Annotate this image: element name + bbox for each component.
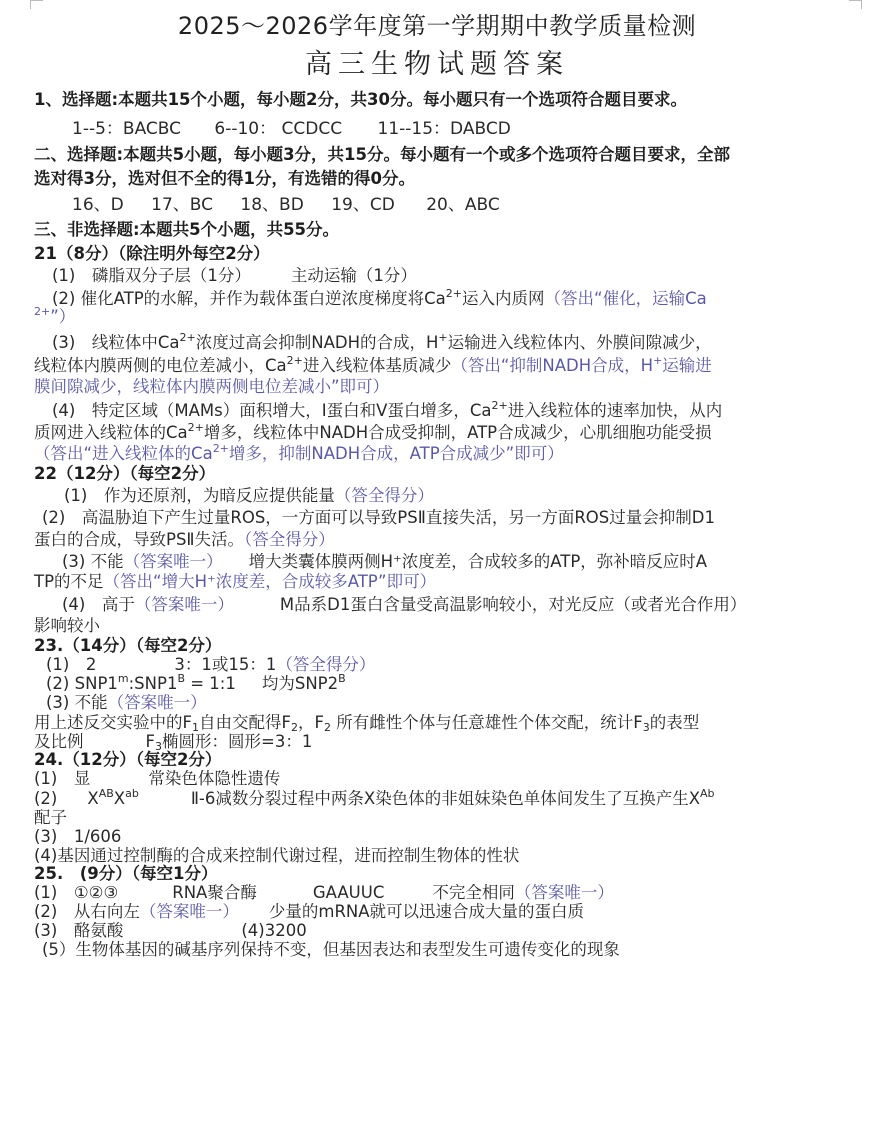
q25-answer: (3) 酪氨酸: [34, 921, 124, 940]
superscript: m: [117, 672, 129, 685]
q25-answer: (2) 从右向左: [34, 902, 140, 921]
q25-heading: 25. (9分）（每空1分）: [34, 864, 218, 883]
q25-answer: 少量的mRNA就可以迅速合成大量的蛋白质: [268, 902, 585, 921]
q24-answer: (1) 显: [34, 769, 91, 788]
grading-note: （答案唯一）: [139, 902, 239, 921]
q24-part4: (4)基因通过控制酶的合成来控制代谢过程，进而控制生物体的性状: [34, 846, 520, 865]
grading-note: 增多，抑制NADH合成，ATP合成减少”即可）: [228, 444, 564, 463]
superscript: 2+: [491, 399, 508, 412]
q24-heading: 24.（12分）（每空2分）: [34, 750, 222, 769]
q23-answer: 椭圆形：圆形=3：1: [162, 732, 313, 751]
q22-part3: [62, 552, 860, 572]
grading-note: （答出“催化，运输Ca: [544, 289, 707, 308]
q22-part2: (2) 高温胁迫下产生过量ROS，一方面可以导致PSⅡ直接失活，另一方面ROS过量会抑制D1: [42, 508, 715, 527]
q21-answer: (1) 磷脂双分子层（1分）: [52, 266, 251, 285]
section2-heading-line1: 二、选择题:本题共5小题，每小题3分，共15分。每小题有一个或多个选项符合题目要求，全部: [34, 145, 731, 164]
q21-answer: 主动运输（1分）: [290, 266, 417, 285]
q25-answer: 不完全相同: [432, 883, 515, 902]
q22-answer: (1) 作为还原剂，为暗反应提供能量: [64, 486, 335, 505]
q21-answer: 线粒体内膜两侧的电位差减小，Ca: [34, 356, 287, 375]
q22-part3-cont: [34, 572, 860, 592]
q24-answer: Ⅱ-6减数分裂过程中两条X染色体的非姐妹染色单体间发生了互换产生X: [190, 789, 700, 808]
q23-answer: 的表型: [649, 713, 700, 732]
q25-answer: (4)3200: [241, 921, 307, 940]
grading-note: （答全得分）: [334, 486, 434, 505]
q21-part4-note: [34, 444, 860, 464]
superscript: B: [177, 672, 185, 685]
q21-answer: 运输进入线粒体内、外膜间隙减少，: [447, 333, 712, 352]
q25-answer: GAAUUC: [312, 883, 385, 902]
superscript: 2+: [187, 421, 204, 434]
q25-part1: [34, 883, 860, 903]
q22-answer: 增大类囊体膜两侧H⁺浓度差，合成较多的ATP，弥补暗反应时A: [248, 552, 708, 571]
grading-note: 膜间隙减少，线粒体内膜两侧电位差减小”即可）: [34, 377, 390, 396]
q23-answer: 3：1或15：1: [174, 655, 277, 674]
q21-answer: 运入内质网: [462, 289, 545, 308]
superscript: B: [338, 672, 346, 685]
subscript: 1: [192, 721, 199, 734]
answer-16: 16、D: [72, 195, 124, 215]
subscript: 3: [642, 721, 650, 734]
q25-part5: (5）生物体基因的碱基序列保持不变，但基因表达和表型发生可遗传变化的现象: [42, 940, 620, 959]
answer-19: 19、CD: [331, 195, 395, 215]
q24-answer: X: [113, 789, 126, 808]
q21-part4: [52, 401, 860, 421]
q25-answer: (1) ①②③: [34, 883, 119, 902]
section1-answers: [72, 119, 860, 139]
q24-part1: [34, 769, 860, 789]
page-subtitle: 高三生物试题答案: [305, 49, 569, 80]
page-title: 2025～2026学年度第一学期期中教学质量检测: [177, 12, 697, 40]
q23-answer: 均为SNP2: [261, 674, 339, 693]
q21-part1: [52, 266, 860, 286]
q25-answer: RNA聚合酶: [172, 883, 257, 902]
q22-answer: TP的不足: [34, 572, 104, 591]
q21-part3-cont: [34, 356, 860, 376]
q23-label: (2): [46, 674, 70, 693]
q23-part3-detail: [34, 713, 860, 733]
section2-heading-line2: 选对得3分，选对但不全的得1分，有选错的得0分。: [34, 169, 415, 188]
grading-note: （答案唯一）: [107, 693, 207, 712]
q23-part3-ratio: [34, 732, 860, 752]
answer-18: 18、BD: [240, 195, 304, 215]
superscript: AB: [98, 787, 114, 800]
q21-answer: 浓度过高会抑制NADH的合成，H: [195, 333, 439, 352]
section1-heading: 1、选择题:本题共15个小题，每小题2分，共30分。每小题只有一个选项符合题目要求。: [34, 90, 687, 109]
answer-6-10: 6--10： CCDCC: [214, 119, 343, 139]
q21-part4-cont: [34, 423, 860, 443]
answer-20: 20、ABC: [426, 195, 500, 215]
answer-17: 17、BC: [151, 195, 214, 215]
q23-answer: 及比例: [34, 732, 84, 751]
q24-answer: X: [87, 789, 99, 808]
superscript: 2+: [286, 354, 303, 367]
q23-part3: [46, 693, 860, 713]
q24-part2-cont: 配子: [34, 808, 67, 827]
q23-part2: (2) $SNP1^m:SNP1^B$ = 1:1 均为$SNP2^B$: [46, 672, 346, 693]
superscript: ab: [125, 787, 139, 800]
section2-answers: [72, 195, 860, 215]
q24-part2: [34, 789, 860, 809]
subscript: 2: [291, 721, 298, 734]
superscript: 2+: [34, 305, 51, 318]
q21-answer: (2) 催化ATP的水解，并作为载体蛋白逆浓度梯度将Ca: [52, 289, 446, 308]
grading-note: （答全得分）: [276, 655, 376, 674]
q23-answer: SNP1: [134, 674, 178, 693]
q21-answer: (3) 线粒体中Ca: [52, 333, 180, 352]
q25-part3: [34, 921, 860, 941]
q22-part2-cont: [34, 530, 860, 550]
subscript: 3: [155, 740, 162, 753]
grading-note-cont: [34, 307, 860, 327]
q23-answer: 所有雌性个体与任意雄性个体交配，统计F: [331, 713, 643, 732]
q24-answer: 常染色体隐性遗传: [148, 769, 281, 788]
q23-part1: [46, 655, 860, 675]
answer-11-15: 11--15：DABCD: [377, 119, 511, 139]
q23-heading: 23.（14分）（每空2分）: [34, 636, 222, 655]
q23-answer: (1) 2: [46, 655, 97, 674]
q23-answer: 用上述反交实验中的F: [34, 713, 192, 732]
q21-answer: 进入线粒体的速率加快，从内: [507, 401, 723, 420]
q24-part3: (3) 1/606: [34, 827, 122, 846]
section3-heading: 三、非选择题:本题共5个小题，共55分。: [34, 220, 340, 239]
grading-note: （答案唯一）: [123, 552, 223, 571]
q21-heading: 21（8分）（除注明外每空2分）: [34, 244, 270, 263]
q22-part4: [62, 595, 860, 615]
q21-answer: 质网进入线粒体的Ca: [34, 423, 188, 442]
answer-1-5: 1--5：BACBC: [72, 119, 181, 139]
superscript: +: [438, 331, 448, 344]
q24-label: (2): [34, 789, 58, 808]
q22-part4-cont: 影响较小: [34, 616, 100, 635]
q21-part2: [52, 289, 860, 309]
q22-answer: M品系D1蛋白含量受高温影响较小，对光反应（或者光合作用）: [279, 595, 747, 614]
superscript: 2+: [445, 287, 463, 300]
q21-part3: [52, 333, 860, 353]
grading-note: （答全得分）: [244, 530, 335, 549]
grading-note: ”）: [50, 307, 76, 326]
q21-answer: 增多，线粒体中NADH合成受抑制，ATP合成减少，心肌细胞功能受损: [203, 423, 712, 442]
q22-answer: (3) 不能: [62, 552, 124, 571]
q23-answer: SNP1: [74, 674, 118, 693]
grading-note: （答出“进入线粒体的Ca: [34, 444, 213, 463]
subscript: 2: [324, 721, 331, 734]
q23-answer: F: [145, 732, 155, 751]
q21-answer: 进入线粒体基质减少: [302, 356, 452, 375]
q21-answer: (4) 特定区域（MAMs）面积增大，I蛋白和V蛋白增多，Ca: [52, 401, 492, 420]
grading-note: （答出“抑制NADH合成，H: [451, 356, 654, 375]
q25-part2: [34, 902, 860, 922]
grading-note: （答案唯一）: [134, 595, 234, 614]
q23-answer: (3) 不能: [46, 693, 108, 712]
q23-answer: ，F: [298, 713, 324, 732]
q22-part1: [64, 486, 860, 506]
superscript: 2+: [212, 442, 229, 455]
q22-answer: (4) 高于: [62, 595, 135, 614]
q23-answer: 自由交配得F: [199, 713, 291, 732]
grading-note: （答出“增大H⁺浓度差，合成较多ATP”即可）: [103, 572, 437, 591]
superscript: Ab: [700, 787, 715, 800]
q22-heading: 22（12分）（每空2分）: [34, 464, 216, 483]
superscript: 2+: [179, 331, 196, 344]
superscript: +: [653, 354, 663, 367]
grading-note: 运输进: [662, 356, 712, 375]
grading-note: （答案唯一）: [514, 883, 614, 902]
q23-answer: = 1:1: [190, 674, 236, 693]
q22-answer: 蛋白的合成，导致PSⅡ失活。: [34, 530, 245, 549]
